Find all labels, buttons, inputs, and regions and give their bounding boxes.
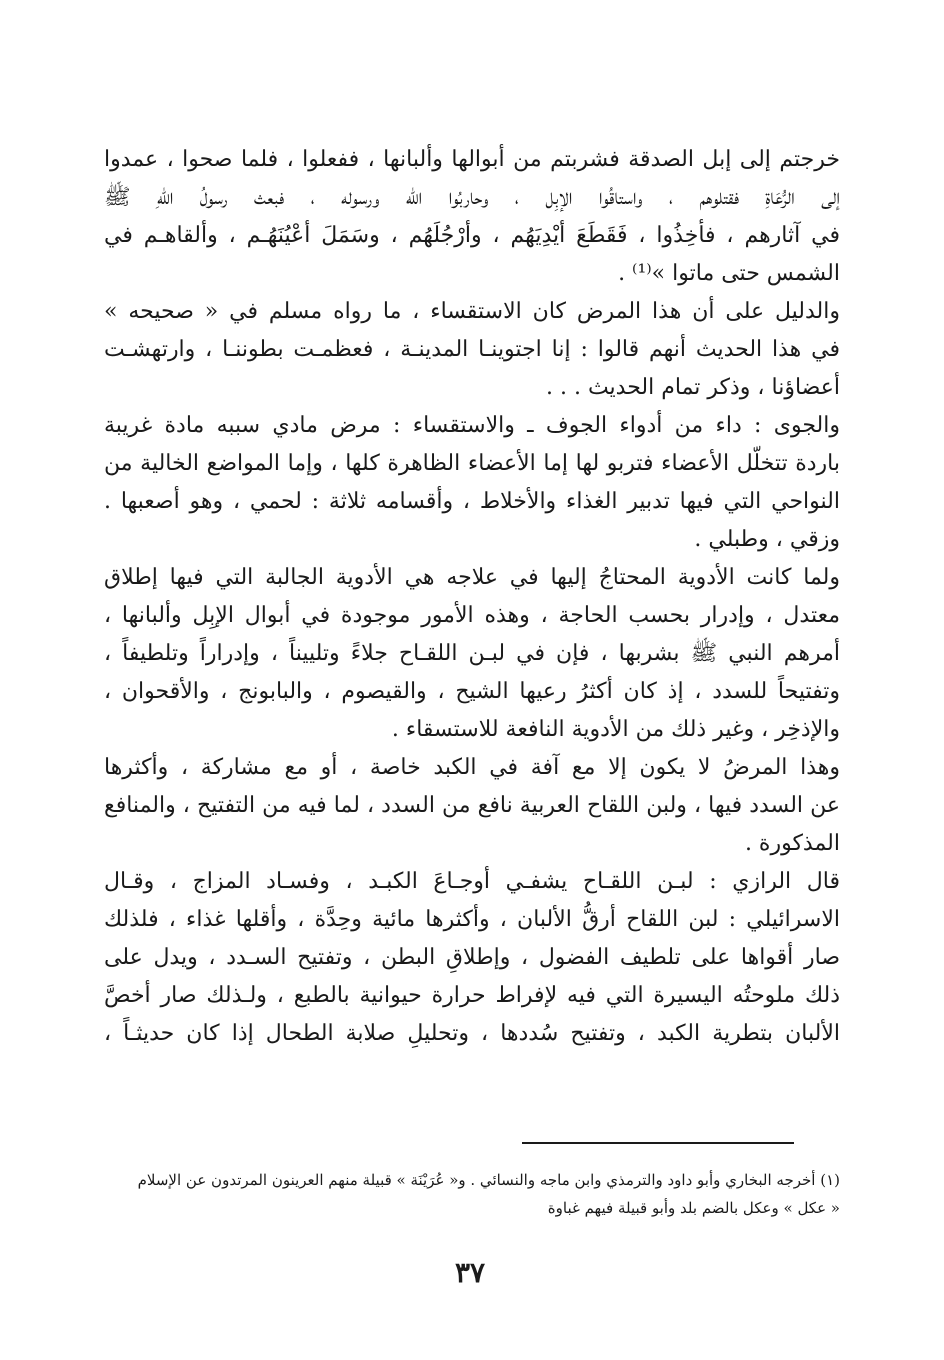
text-line: وهذا المرضُ لا يكون إلا مع آفة في الكبد خاصة ، أو مع مشاركة ، وأكثرها xyxy=(104,755,840,780)
footnote xyxy=(104,1166,840,1222)
text-line: إلى الرُّعَاةِ فقتلوهم ، واستاقُوا الإبِل ، وحاربُوا الله ورسوله ، فبعث رسولُ اللهِ ﷺ xyxy=(104,185,840,210)
text-line: والدليل على أن هذا المرض كان الاستقساء ، ما رواه مسلم في « صحيحه » xyxy=(104,299,840,324)
text-line: باردة تتخلّل الأعضاء فتربو لها إما الأعضاء الظاهرة كلها ، وإما المواضع الخالية من xyxy=(104,451,840,476)
text-line: ذلك ملوحتُه اليسيرة التي فيه لإفراط حرارة حيوانية بالطبع ، ولـذلك صار أخصَّ xyxy=(104,983,840,1008)
footnote-divider xyxy=(522,1142,794,1144)
footnote-line: (١) أخرجه البخاري وأبو داود والترمذي وابن ماجه والنسائي . و« عُرَيْنَة » قبيلة منهم العرينون المرتدون عن الإسلام xyxy=(137,1171,840,1189)
text-line: قال الرازي : لبـن اللقـاح يشفـي أوجـاعَ الكبـد ، وفسـاد المزاج ، وقـال xyxy=(104,869,840,894)
main-text xyxy=(104,141,840,1053)
text-line: معتدل ، وإدرار بحسب الحاجة ، وهذه الأمور موجودة في أبوال الإبِل وألبانها ، xyxy=(104,603,840,628)
text-line: وزقي ، وطبلي . xyxy=(694,527,840,552)
text-line: في هذا الحديث أنهم قالوا : إنا اجتوينـا المدينـة ، فعظمـت بطوننـا ، وارتهشـت xyxy=(104,337,840,362)
text-line: في آثارهم ، فأخِذُوا ، فَقَطَعَ أيْدِيَهُم ، وأرْجُلَهُم ، وسَمَلَ أعْيُنَهُـم ، وألقاهـم في xyxy=(104,223,840,248)
text-line: أعضاؤنا ، وذكر تمام الحديث . . . xyxy=(546,375,840,400)
text-line: المذكورة . xyxy=(744,831,840,856)
text-line: عن السدد فيها ، ولبن اللقاح العربية نافع من السدد ، لما فيه من التفتيح ، والمنافع xyxy=(104,793,840,818)
text-line: النواحي التي فيها تدبير الغذاء والأخلاط ، وأقسامه ثلاثة : لحمي ، وهو أصعبها . xyxy=(104,489,840,514)
text-line: والجوى : داء من أدواء الجوف ـ والاستقساء : مرض مادي سببه مادة غريبة xyxy=(104,413,840,438)
text-line: ولما كانت الأدوية المحتاجُ إليها في علاجه هي الأدوية الجالبة التي فيها إطلاق xyxy=(104,565,840,590)
text-line: والإذخِر ، وغير ذلك من الأدوية النافعة للاستسقاء . xyxy=(391,717,840,742)
text-line: أمرهم النبي ﷺ بشربها ، فإن في لبـن اللقـاح جلاءً وتلييناً ، وإدراراً وتلطيفاً ، xyxy=(104,641,840,666)
text-line: الألبان بتطرية الكبد ، وتفتيح سُددها ، وتحليلِ صلابة الطحال إذا كان حديثـاً ، xyxy=(104,1021,840,1046)
text-line: وتفتيحاً للسدد ، إذ كان أكثرُ رعيها الشيح ، والقيصوم ، والبابونج ، والأقحوان ، xyxy=(104,679,840,704)
text-line: خرجتم إلى إبل الصدقة فشربتم من أبوالها وألبانها ، ففعلوا ، فلما صحوا ، عمدوا xyxy=(104,147,840,172)
text-line: الشمس حتى ماتوا »⁽¹⁾ . xyxy=(618,261,840,286)
text-line: الاسرائيلي : لبن اللقاح أرقُّ الألبان ، وأكثرها مائية وحِدَّة ، وأقلها غذاء ، فلذلك xyxy=(104,907,840,932)
text-line: صار أقواها على تلطيف الفضول ، وإطلاقِ البطن ، وتفتيح السـدد ، ويدل على xyxy=(104,945,840,970)
footnote-line: « عكل » وعكل بالضم بلد وأبو قبيلة فيهم غباوة xyxy=(547,1199,840,1217)
page-number: ٣٧ xyxy=(454,1256,486,1289)
